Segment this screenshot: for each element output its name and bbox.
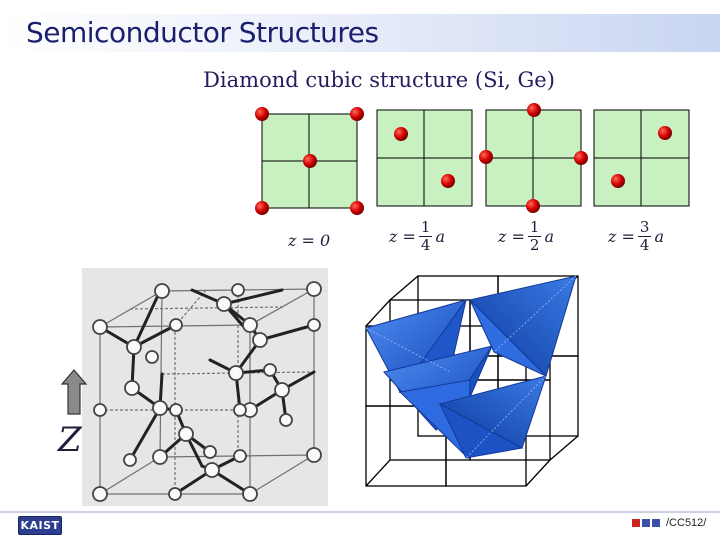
atom [441, 174, 455, 188]
layer-panel-z-half [479, 103, 588, 213]
layer-panel-z0 [255, 107, 364, 215]
course-code: /CC512/ [666, 517, 707, 529]
atom [527, 103, 541, 117]
layer-panel-z-three-quarter [594, 110, 689, 206]
tetrahedra-figure [366, 276, 578, 486]
kaist-logo: KAIST [18, 516, 62, 535]
atom [394, 127, 408, 141]
layer-label-z-three-quarter: z = $\frac{3}{4}$ a [608, 218, 665, 254]
footer-squares [632, 519, 660, 527]
layer-label-z0: z = 0 [288, 231, 331, 250]
slide-title: Semiconductor Structures [26, 16, 379, 49]
atom [526, 199, 540, 213]
slide-subtitle: Diamond cubic structure (Si, Ge) [203, 68, 555, 92]
atom [303, 154, 317, 168]
atom [611, 174, 625, 188]
z-axis-label: Z [58, 420, 82, 460]
atom [658, 126, 672, 140]
atom [350, 201, 364, 215]
atom [574, 151, 588, 165]
atom [350, 107, 364, 121]
atom [255, 201, 269, 215]
atom [255, 107, 269, 121]
diamond-lattice-figure [82, 268, 328, 506]
layer-panel-z-quarter [377, 110, 472, 206]
atom [479, 150, 493, 164]
footer-divider [0, 511, 720, 513]
layer-label-z-half: z = $\frac{1}{2}$ a [498, 218, 555, 254]
layer-label-z-quarter: z = $\frac{1}{4}$ a [389, 218, 446, 254]
